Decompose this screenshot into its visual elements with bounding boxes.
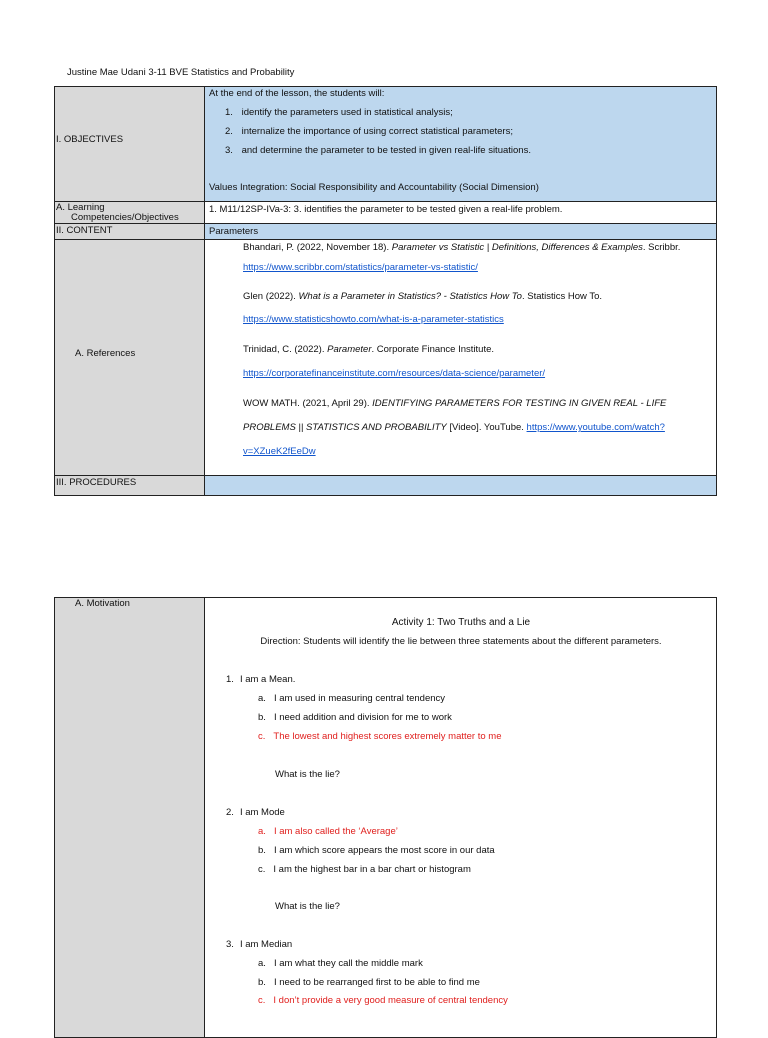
competencies-text: 1. M11/12SP-IVa-3: 3. identifies the parameter to be tested given a real-life problem.	[209, 204, 563, 215]
question-group-title: 1. I am a Mean.	[226, 674, 296, 685]
statement-item: a. I am what they call the middle mark	[258, 958, 423, 969]
motivation-table	[54, 597, 717, 1038]
reference-link[interactable]: https://www.statisticshowto.com/what-is-a-parameter-statistics	[243, 314, 504, 325]
statement-item: b. I am which score appears the most score in our data	[258, 845, 495, 856]
reference-link[interactable]: https://corporatefinanceinstitute.com/resources/data-science/parameter/	[243, 368, 546, 379]
statement-item-lie: a. I am also called the ‘Average’	[258, 826, 398, 837]
content-row	[55, 224, 717, 240]
objective-number: 2.	[225, 126, 233, 137]
objective-text: internalize the importance of using correct statistical parameters;	[241, 126, 513, 137]
objective-number: 1.	[225, 107, 233, 118]
activity-title: Activity 1: Two Truths and a Lie	[391, 617, 531, 628]
reference-citation: Bhandari, P. (2022, November 18). Parameter vs Statistic | Definitions, Differences & Examples. Scribbr.	[243, 242, 681, 253]
statement-item: b. I need addition and division for me to work	[258, 712, 452, 723]
reference-citation-continued: PROBLEMS || STATISTICS AND PROBABILITY [Video]. YouTube. https://www.youtube.com/watch?	[243, 422, 665, 433]
procedures-cell	[205, 476, 717, 496]
activity-direction: Direction: Students will identify the lie between three statements about the different parameters.	[260, 636, 662, 647]
objectives-label-cell	[55, 87, 205, 202]
reference-citation: WOW MATH. (2021, April 29). IDENTIFYING PARAMETERS FOR TESTING IN GIVEN REAL - LIFE	[243, 398, 667, 409]
objectives-row	[55, 87, 717, 202]
competencies-label-line1: A. Learning	[56, 202, 105, 213]
question-group-title: 3. I am Median	[226, 939, 293, 950]
reference-link-continued[interactable]: v=XZueK2fEeDw	[243, 446, 316, 457]
objectives-label: I. OBJECTIVES	[56, 134, 124, 145]
statement-item-lie: c. The lowest and highest scores extremely matter to me	[258, 731, 502, 742]
statement-item: c. I am the highest bar in a bar chart or histogram	[258, 864, 471, 875]
references-cell	[205, 240, 717, 476]
reference-link[interactable]: https://www.scribbr.com/statistics/parameter-vs-statistic/	[243, 262, 478, 273]
motivation-label-cell	[55, 598, 205, 1038]
objective-text: identify the parameters used in statistical analysis;	[241, 107, 453, 118]
reference-link[interactable]: https://www.youtube.com/watch?	[526, 422, 665, 433]
content-cell	[205, 224, 717, 240]
objective-item	[225, 126, 513, 137]
statement-item: b. I need to be rearranged first to be able to find me	[258, 977, 480, 988]
lie-question: What is the lie?	[275, 769, 340, 780]
competencies-cell	[205, 202, 717, 224]
objectives-cell	[205, 87, 717, 202]
content-text: Parameters	[209, 226, 259, 237]
values-integration: Values Integration: Social Responsibility and Accountability (Social Dimension)	[209, 182, 539, 193]
procedures-label-cell	[55, 476, 205, 496]
references-label-cell	[55, 240, 205, 476]
procedures-row	[55, 476, 717, 496]
objective-item	[225, 107, 453, 118]
reference-title: Parameter	[327, 344, 372, 355]
references-row	[55, 240, 717, 476]
lesson-plan-table	[54, 86, 717, 496]
competencies-label-cell	[55, 202, 205, 224]
statement-item: a. I am used in measuring central tendency	[258, 693, 446, 704]
reference-title: What is a Parameter in Statistics? - Statistics How To	[298, 291, 522, 302]
motivation-row	[55, 598, 717, 1038]
procedures-label: III. PROCEDURES	[56, 477, 137, 488]
question-group-title: 2. I am Mode	[226, 807, 285, 818]
objectives-intro: At the end of the lesson, the students will:	[209, 88, 385, 99]
competencies-label-line2: Competencies/Objectives	[71, 212, 179, 223]
reference-title: PROBLEMS || STATISTICS AND PROBABILITY	[243, 422, 447, 433]
reference-title: Parameter vs Statistic | Definitions, Differences & Examples	[391, 242, 643, 253]
objective-text: and determine the parameter to be tested in given real-life situations.	[241, 145, 531, 156]
statement-item-lie: c. I don’t provide a very good measure of central tendency	[258, 995, 508, 1006]
references-label: A. References	[75, 348, 136, 359]
reference-title: IDENTIFYING PARAMETERS FOR TESTING IN GIVEN REAL - LIFE	[372, 398, 667, 409]
motivation-cell	[205, 598, 717, 1038]
document-header: Justine Mae Udani 3-11 BVE Statistics and Probability	[67, 67, 295, 78]
competencies-row	[55, 202, 717, 224]
objective-number: 3.	[225, 145, 233, 156]
motivation-label: A. Motivation	[75, 598, 130, 609]
reference-citation: Trinidad, C. (2022). Parameter. Corporate Finance Institute.	[243, 344, 495, 355]
content-label-cell	[55, 224, 205, 240]
lie-question: What is the lie?	[275, 901, 340, 912]
objective-item	[225, 145, 531, 156]
reference-citation: Glen (2022). What is a Parameter in Statistics? - Statistics How To. Statistics How To.	[243, 291, 603, 302]
content-label: II. CONTENT	[56, 225, 113, 236]
